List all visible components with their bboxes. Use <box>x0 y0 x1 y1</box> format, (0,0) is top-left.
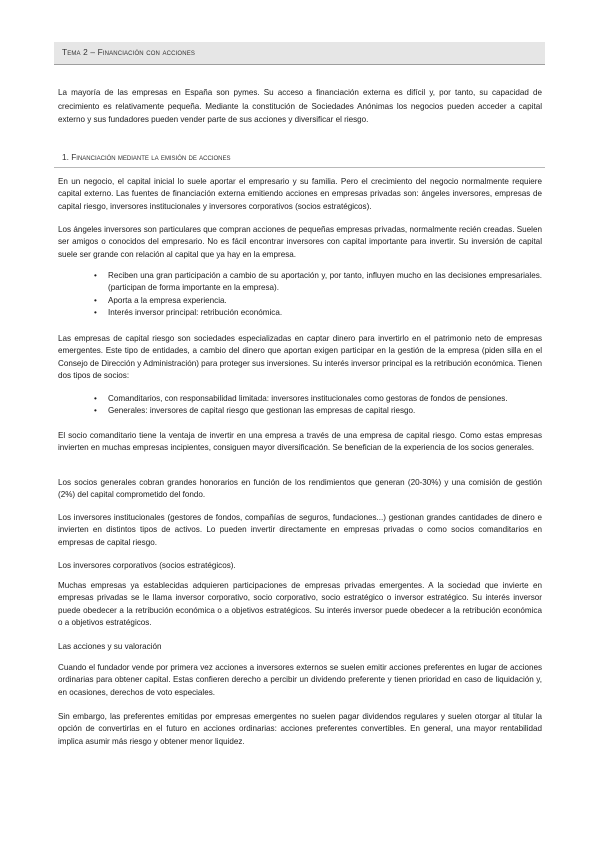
section-heading-title: 1. Financiación mediante la emisión de acciones <box>62 152 231 162</box>
paragraph-inversores-corporativos: Los inversores corporativos (socios estratégicos). <box>58 561 236 570</box>
bullet-icon: • <box>94 406 97 416</box>
paragraph-socios-generales: Los socios generales cobran grandes honorarios en función de los rendimientos que generan (20-30%) y una comisión de gestión (2%) del capital comprometido del fondo. <box>58 478 542 500</box>
list-item: • Reciben una gran participación a cambio de su aportación y, por tanto, influyen mucho en las decisiones empresariales. (participan de forma importante en la empresa). <box>94 271 542 293</box>
bullet-icon: • <box>94 271 97 280</box>
paragraph-angeles-inversores: Los ángeles inversores son particulares que compran acciones de pequeñas empresas privadas, normalmente recién creadas. Suelen ser amigos o conocidos del empresario. No es fácil encontrar inversores con capital importante para invertir. Su inversión de capital suele ser grande con relación al capital que ya hay en la empresa. <box>58 225 542 259</box>
intro-paragraph: La mayoría de las empresas en España son pymes. Su acceso a financiación externa es difícil y, por tanto, su capacidad de crecimiento es relativamente pequeña. Mediante la constitución de Sociedades Anónimas los negocios pueden acceder a capital externo y sus fundadores pueden vender parte de sus acciones y diversificar el riesgo. <box>58 88 542 125</box>
bullet-icon: • <box>94 394 97 403</box>
paragraph-capital-inicial: En un negocio, el capital inicial lo suele aportar el empresario y su familia. Pero el crecimiento del negocio normalmente requiere capital externo. Las fuentes de financiación externa emitiendo acciones en empresas privadas son: ángeles inversores, empresas de capital riesgo, inversores institucionales y inversores corporativos (socios estratégicos). <box>58 177 542 211</box>
list-item: • Generales: inversores de capital riesgo que gestionan las empresas de capital riesgo. <box>58 405 542 417</box>
paragraph-empresas-establecidas: Muchas empresas ya establecidas adquieren participaciones de empresas privadas emergentes. A la sociedad que invierte en empresas privadas se le llama inversor corporativo, socio corporativo, socio estratégico o inversor estratégico. Su interés inversor puede obedecer a la retribución económica o a objetivos estratégicos. Su interés inversor puede obedecer a la retribución económica o a objetivos estratégicos. <box>58 581 542 628</box>
paragraph-preferentes-convertibles: Sin embargo, las preferentes emitidas por empresas emergentes no suelen pagar dividendos regulares y suelen otorgar al titular la opción de convertirlas en el futuro en acciones ordinarias: acciones preferentes convertibles. En general, una mayor rentabilidad implica asumir más riesgo y obtener menor liquidez. <box>58 712 542 746</box>
page-header <box>54 42 545 65</box>
section-heading <box>54 145 545 168</box>
paragraph-acciones-preferentes: Cuando el fundador vende por primera vez acciones a inversores externos se suelen emitir acciones preferentes en lugar de acciones ordinarias para obtener capital. Estas confieren derecho a percibir un dividendo preferente y tienen prioridad en caso de liquidación y, en ocasiones, derechos de voto especiales. <box>58 663 542 697</box>
list-item: • Interés inversor principal: retribución económica. <box>58 307 542 319</box>
bullet-list-angeles <box>58 270 542 320</box>
list-item: • Aporta a la empresa experiencia. <box>58 295 542 307</box>
bullet-icon: • <box>94 308 97 318</box>
bullet-list-socios <box>58 393 542 418</box>
paragraph-capital-riesgo: Las empresas de capital riesgo son sociedades especializadas en captar dinero para invertirlo en el patrimonio neto de empresas emergentes. Este tipo de entidades, a cambio del dinero que aportan exigen participar en la gestión de la empresa (piden silla en el Consejo de Dirección y Administración) para proteger sus inversiones. Su interés inversor principal es la retribución económica. Tienen dos tipos de socios: <box>58 334 542 381</box>
subheading-acciones-valoracion: Las acciones y su valoración <box>58 642 162 651</box>
bullet-icon: • <box>94 295 97 305</box>
page-header-title: Tema 2 – Financiación con acciones <box>62 47 196 57</box>
paragraph-socio-comanditario: El socio comanditario tiene la ventaja de invertir en una empresa a través de una empresa de capital riesgo. Como estas empresas invierten en muchas empresas incipientes, consiguen mayor diversificación. Se benefician de la experiencia de los socios generales. <box>58 431 542 453</box>
list-item: • Comanditarios, con responsabilidad limitada: inversores institucionales como gestoras de fondos de pensiones. <box>58 393 542 405</box>
paragraph-inversores-institucionales: Los inversores institucionales (gestores de fondos, compañías de seguros, fundaciones...) gestionan grandes cantidades de dinero e invierten en distintos tipos de activos. Lo pueden invertir directamente en empresas privadas o como socios comanditarios en empresas de capital riesgo. <box>58 513 542 547</box>
